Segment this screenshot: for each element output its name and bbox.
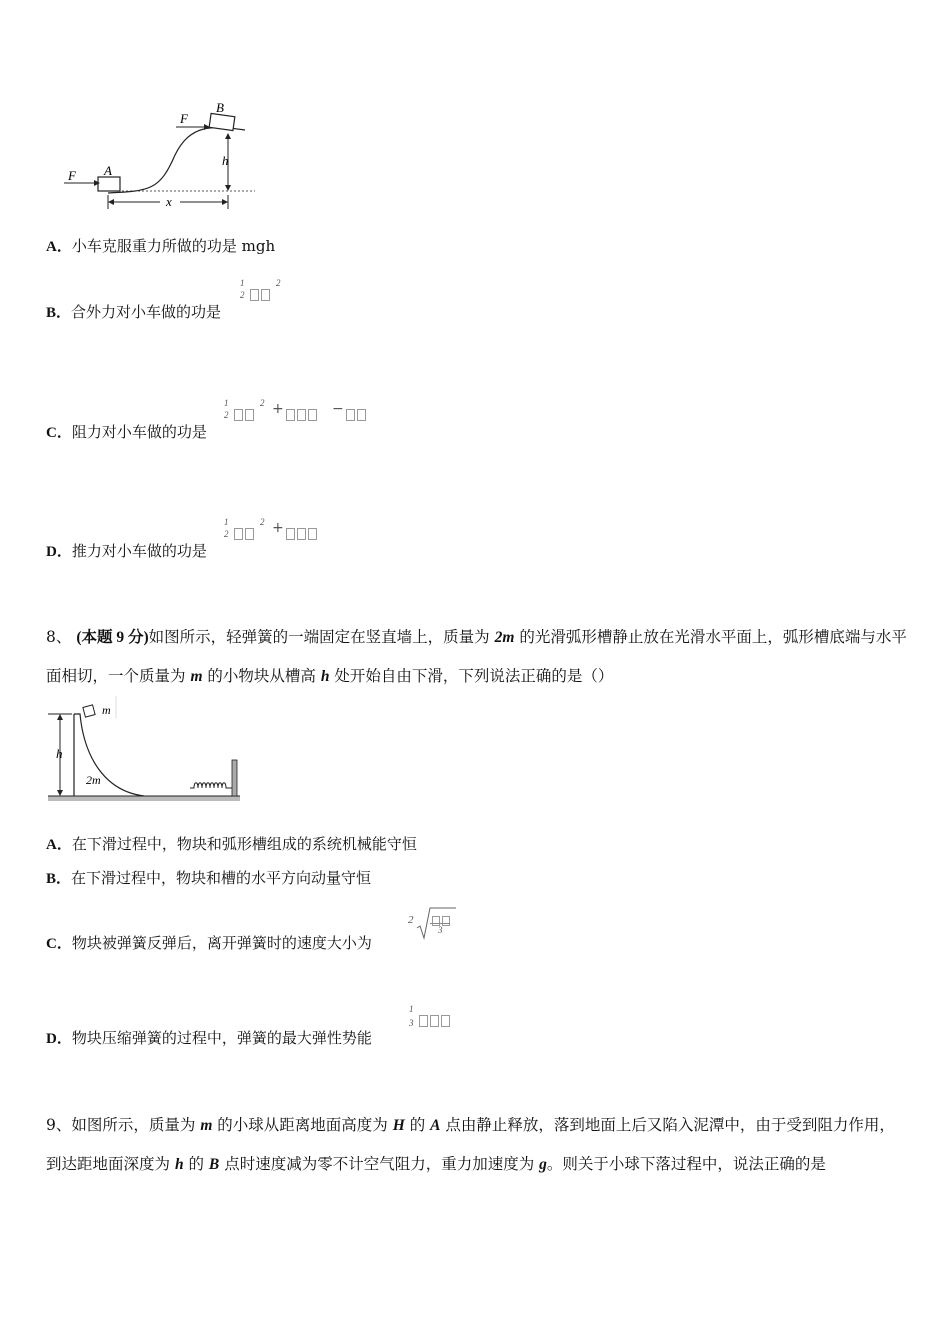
label-2m: 2m [86,773,101,787]
label-f-bottom: F [68,168,76,183]
question-score: (本题 9 分) [76,629,149,646]
option-letter: B． [46,871,72,887]
q7-option-a [46,236,275,257]
block-a [98,177,120,191]
option-text: 阻力对小车做的功是 [71,423,207,441]
q8-option-b [46,868,371,889]
label-f-top: F [180,111,188,126]
curved-slot [74,714,144,796]
option-text: 推力对小车做的功是 [71,542,207,560]
wall [232,760,237,796]
question-number: 9、 [46,1116,72,1134]
option-text: 物块压缩弹簧的过程中，弹簧的最大弹性势能 [71,1029,372,1047]
option-letter: A． [46,239,72,255]
q8-formula-d: 1 3 [407,1004,467,1032]
spring [190,783,232,788]
q7-formula-c: 1 2 2 + − [222,398,382,426]
q8-figure [44,696,244,808]
q7-formula-b: 1 2 2 [240,278,281,300]
option-text: 在下滑过程中，物块和槽的水平方向动量守恒 [71,869,372,887]
option-letter: C． [46,936,72,952]
option-letter: D． [46,1031,72,1047]
q9-stem: 9、如图所示，质量为 m 的小球从距离地面高度为 H 的 A 点由静止释放，落到地面上后又陷入泥潭中，由于受到阻力作用，到达距地面深度为 h 的 B 点时速度减为零不计空气阻力，重力加速度为 g。则关于小球下落过程中，说法正确的是 [46,1116,895,1173]
q8-option-a [46,834,417,855]
option-text: 在下滑过程中，物块和弧形槽组成的系统机械能守恒 [71,835,417,853]
q7-option-d [46,541,207,562]
q7-figure [50,95,265,215]
question-number: 8、 [46,628,72,646]
label-h: h [222,153,229,168]
q7-option-b [46,302,221,323]
label-a: A [104,163,112,178]
option-text: 合外力对小车做的功是 [71,303,222,321]
option-letter: B． [46,305,72,321]
q7-formula-d: 1 2 2 + [222,517,332,545]
option-letter: D． [46,544,72,560]
option-letter: A． [46,837,72,853]
option-letter: C． [46,425,72,441]
q8-option-d [46,1028,372,1049]
option-text: 小车克服重力所做的功是 mgh [71,237,276,255]
label-h: h [56,746,63,761]
small-block [83,705,95,717]
q8-formula-c: 2 3 [408,904,458,944]
block-b [209,113,235,130]
label-b: B [216,100,224,115]
q8-option-c [46,933,372,954]
option-text: 物块被弹簧反弹后，离开弹簧时的速度大小为 [71,934,372,952]
label-x: x [166,194,172,209]
label-m: m [102,703,111,717]
q7-option-c [46,422,207,443]
q8-stem: 8、 (本题 9 分)如图所示，轻弹簧的一端固定在竖直墙上，质量为 2m 的光滑弧形槽静止放在光滑水平面上，弧形槽底端与水平面相切，一个质量为 m 的小物块从槽高 h 处开始自由下滑，下列说法正确的是（） [46,628,907,685]
